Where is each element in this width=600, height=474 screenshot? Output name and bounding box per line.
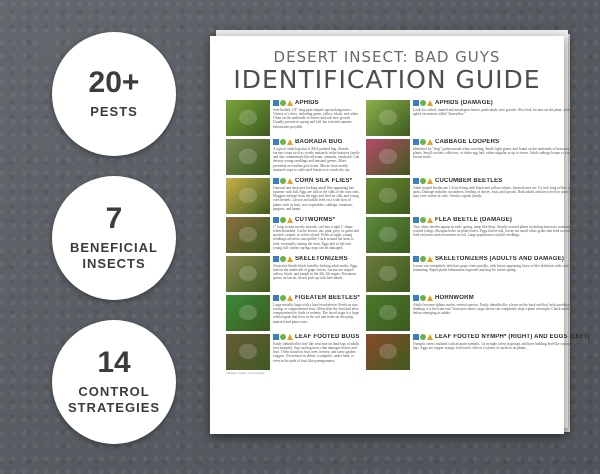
stat-label: PESTS — [90, 104, 138, 120]
entry-description: Identified by "loop" pattern made when crawling. Small, light green, and found on the underside of brassicas and other plants. Small cavities, rollovers, or white egg laid, either singular or up to seven. Adult cabbage looper is a mottled grey-brown moth. — [412, 146, 587, 160]
insect-entry — [226, 217, 360, 253]
entry-description: Easily identified by leaf-like structure on hind legs of adults (not nymphs). Sap sucking insect that damages leaves and fruit. Often found on fruit trees, berries, and some garden veggies. Overwinter in debris, woodpiles, under bark, or even in the pads of fruit like pomegranates. — [273, 341, 360, 363]
entry-name: FIGEATER BEETLES* — [295, 295, 360, 301]
entry-heading — [413, 100, 590, 107]
strategy-marker-icons — [273, 334, 293, 340]
entry-heading — [413, 139, 590, 146]
entry-name: BAGRADA BUG — [295, 139, 343, 145]
square-marker-icon — [273, 178, 279, 184]
triangle-marker-icon — [427, 178, 433, 184]
circle-marker-icon — [420, 139, 426, 145]
entry-text — [413, 100, 590, 136]
entry-name: FLEA BEETLE (DAMAGE) — [434, 217, 513, 223]
stat-number: 20+ — [88, 66, 140, 100]
entry-description: Large metallic bugs with a hard exoskeleton. Feeds on ripe, rotting, or compromised fruit. Often after the fruit had been compromised by birds or rodents. The larval stage is a large whitish grub that lives in the soil and feeds on decaying material and plant roots. — [273, 302, 359, 324]
entry-description: Soft-bodied, 1/8" long pear-shaped sap-sucking insect. Variety of colors, including green, yellow, black, and white. Often on the underside of leaves and soft new growth. Usually present in spring and fall, but isolated summer infestations possible. — [273, 107, 359, 129]
circle-marker-icon — [280, 139, 286, 145]
square-marker-icon — [413, 217, 419, 223]
entry-heading — [413, 217, 590, 224]
square-marker-icon — [413, 100, 419, 106]
entry-text — [273, 334, 360, 370]
entry-text — [273, 100, 360, 136]
image-credit-note: *Image credits on last page — [226, 370, 265, 375]
entry-name: SKELETONIZERS (ADULTS AND DAMAGE) — [434, 256, 565, 262]
insect-entry — [226, 178, 360, 214]
entry-heading — [413, 256, 590, 263]
entry-text — [273, 139, 360, 175]
entry-description: Attractive bluish-black metallic-looking adult moths. Eggs laid on the underside of grape leaves. Larvae are striped yellow, black, and purple in the 4th, 5th stages. Poisonous spines on larvae, do not pick up with bare hands. — [273, 263, 358, 281]
insect-entry — [366, 256, 590, 292]
insect-photo — [366, 256, 410, 292]
insect-entry — [366, 139, 590, 175]
entry-description: Look for curled, stunted and misshapen leaves, particularly new growth. Also look for ants on the plant, which "farm" aphid excrement called "honeydew." — [412, 107, 583, 116]
entry-heading — [273, 256, 360, 263]
triangle-marker-icon — [427, 334, 433, 340]
entry-heading — [413, 295, 590, 302]
strategy-marker-icons — [413, 256, 433, 262]
entry-name: CABBAGE LOOPERS — [434, 139, 500, 145]
circle-marker-icon — [280, 178, 286, 184]
insect-entry — [366, 334, 590, 370]
insect-entry-grid — [226, 100, 590, 370]
entry-name: CUCUMBER BEETLES — [434, 178, 503, 184]
insect-entry — [366, 100, 590, 136]
triangle-marker-icon — [427, 256, 433, 262]
square-marker-icon — [413, 256, 419, 262]
square-marker-icon — [413, 334, 419, 340]
stat-number: 14 — [97, 346, 131, 380]
entry-text — [273, 256, 360, 292]
insect-photo — [226, 295, 270, 331]
insect-photo — [226, 100, 270, 136]
circle-marker-icon — [280, 100, 286, 106]
insect-entry — [226, 256, 360, 292]
triangle-marker-icon — [287, 139, 293, 145]
entry-description: 1" long worms mostly smooth, curl into a tight C shape when disturbed. Can be brown, tan, pink, grey, or green and spotted, striped, or solid colored. Feeds at night, young seedlings are most susceptible. Curls around the stem to feed, eventually cutting the stem. Eggs laid in fall and young fall, winter, spring crops can be damaged. — [273, 224, 360, 250]
insect-photo — [226, 139, 270, 175]
insect-photo — [366, 178, 410, 214]
entry-heading — [273, 334, 360, 341]
triangle-marker-icon — [427, 295, 433, 301]
entry-text — [273, 178, 360, 214]
insect-photo — [366, 295, 410, 331]
triangle-marker-icon — [287, 178, 293, 184]
insect-photo — [366, 139, 410, 175]
triangle-marker-icon — [287, 217, 293, 223]
entry-name: APHIDS (DAMAGE) — [434, 100, 493, 106]
entry-heading — [273, 217, 360, 224]
triangle-marker-icon — [427, 100, 433, 106]
square-marker-icon — [273, 295, 279, 301]
entry-text — [413, 178, 590, 214]
square-marker-icon — [413, 139, 419, 145]
square-marker-icon — [273, 100, 279, 106]
entry-text — [413, 256, 590, 292]
strategy-marker-icons — [413, 178, 433, 184]
entry-name: LEAF FOOTED NYMPH* (RIGHT) AND EGGS (LEFT) — [434, 334, 590, 340]
entry-name: APHIDS — [295, 100, 319, 106]
document-title: IDENTIFICATION GUIDE — [233, 65, 541, 94]
insect-entry — [366, 295, 590, 331]
strategy-marker-icons — [273, 217, 293, 223]
square-marker-icon — [413, 178, 419, 184]
strategy-marker-icons — [273, 256, 293, 262]
square-marker-icon — [273, 334, 279, 340]
insect-photo — [366, 100, 410, 136]
entry-name: CORN SILK FLIES* — [295, 178, 353, 184]
entry-description: Nymphs often confused with assassin nymphs. 1st nymphs often in groups and have budding leaf-like structures on hind legs. Eggs are copper orange, laid end to end on a variety of surfaces on plants. — [412, 341, 587, 350]
triangle-marker-icon — [287, 256, 293, 262]
entry-name: CUTWORMS* — [295, 217, 336, 223]
entry-text — [413, 334, 590, 370]
strategy-marker-icons — [413, 295, 433, 301]
insect-entry — [366, 217, 590, 253]
entry-heading — [273, 139, 360, 146]
triangle-marker-icon — [427, 217, 433, 223]
entry-description: Unusual and attractive looking small flies appearing late summer with full. Eggs are laid in the silks of the corn cobs. Maggots emerge from the eggs and feed on silks and young corn kernels. Larvae and adults feed on a wide host of plants such as fruit, root vegetables, cabbage, tomatoes, peppers, and beans. — [273, 185, 360, 211]
square-marker-icon — [273, 217, 279, 223]
entry-text — [273, 295, 360, 331]
entry-description: Tiny, shiny beetles appear in early spring, jump like fleas. Attacks several plants including brassicas, nasturtiums, capers, roasted fruitgs, Shotgun holes on plant leaves. Eggs laid in soil, larvae are small white grubs that feed on roots. Adults feed on leaves and overwinter in soil. Large populations can kill seedlings. — [412, 224, 588, 238]
strategy-marker-icons — [273, 178, 293, 184]
document-kicker: DESERT INSECT: BAD GUYS — [273, 48, 501, 66]
triangle-marker-icon — [287, 100, 293, 106]
entry-description: Adult striped beetles are 1/4 inch long with black and yellow stripes. Spotted ones are 1/4 inch long yellow with black spots. Damage includes cucumbers, feeding of leaves, fruit, and sprouts. Both adults and larva feed on plant roots. Adults may over-winter in soils. Attacks squash family. — [412, 185, 588, 199]
strategy-marker-icons — [413, 334, 433, 340]
triangle-marker-icon — [287, 295, 293, 301]
stat-pests — [52, 32, 176, 156]
entry-text — [413, 139, 590, 175]
entry-name: LEAF FOOTED BUGS — [295, 334, 360, 340]
stat-control-strategies — [52, 320, 176, 444]
circle-marker-icon — [280, 334, 286, 340]
circle-marker-icon — [420, 256, 426, 262]
insect-entry — [226, 295, 360, 331]
entry-text — [413, 217, 590, 253]
triangle-marker-icon — [427, 139, 433, 145]
insect-photo — [226, 217, 270, 253]
insect-photo — [226, 178, 270, 214]
circle-marker-icon — [280, 256, 286, 262]
circle-marker-icon — [420, 334, 426, 340]
square-marker-icon — [273, 256, 279, 262]
insect-photo — [226, 256, 270, 292]
entry-description: Adults become sphinx moths, several species. Easily identified by a horn on the back end that looks predatory into thinking it is the front end. Voracious eaters, large larvae can completely strip a plant overnight. Check under the leaf before emerging as adults. — [412, 302, 582, 316]
insect-entry — [366, 178, 590, 214]
square-marker-icon — [273, 139, 279, 145]
insect-entry — [226, 139, 360, 175]
entry-text — [413, 295, 590, 331]
square-marker-icon — [413, 295, 419, 301]
strategy-marker-icons — [273, 139, 293, 145]
entry-description: A type of stink bug that is AKA painted bug. Attacks various crops such as weedy mustards in the brassica family and also ornamentals like alyssum, almonds, candytuft. Can destroy young seedlings and mustard greens. More prevalent as weather gets hotter. Moves from weedy mustard crops to cultivated brassica as weeds dry out. — [273, 146, 360, 172]
stat-beneficial-insects — [52, 176, 176, 300]
strategy-marker-icons — [413, 139, 433, 145]
stat-label: CONTROL STRATEGIES — [67, 384, 161, 415]
entry-heading — [413, 334, 590, 341]
stat-number: 7 — [105, 202, 123, 236]
entry-heading — [273, 100, 360, 107]
circle-marker-icon — [420, 178, 426, 184]
circle-marker-icon — [420, 100, 426, 106]
insect-entry — [226, 100, 360, 136]
insect-photo — [366, 217, 410, 253]
entry-heading — [413, 178, 590, 185]
circle-marker-icon — [420, 217, 426, 223]
insect-photo — [366, 334, 410, 370]
guide-document — [210, 36, 590, 434]
strategy-marker-icons — [413, 217, 433, 223]
insect-entry — [226, 334, 360, 370]
entry-description: Larvae can completely defoliate grape vines quickly, with leaves appearing lacey or like skeletons with only veins remaining. Repel plants hibernation regrowth and may be in late spring. — [412, 263, 578, 272]
strategy-marker-icons — [273, 295, 293, 301]
stat-label: BENEFICIAL INSECTS — [70, 240, 158, 271]
entry-heading — [273, 295, 360, 302]
entry-name: HORNWORM — [434, 295, 474, 301]
circle-marker-icon — [280, 217, 286, 223]
entry-text — [273, 217, 360, 253]
circle-marker-icon — [420, 295, 426, 301]
circle-marker-icon — [280, 295, 286, 301]
triangle-marker-icon — [287, 334, 293, 340]
insect-photo — [226, 334, 270, 370]
entry-name: SKELETONIZERS — [295, 256, 348, 262]
strategy-marker-icons — [273, 100, 293, 106]
entry-heading — [273, 178, 360, 185]
strategy-marker-icons — [413, 100, 433, 106]
